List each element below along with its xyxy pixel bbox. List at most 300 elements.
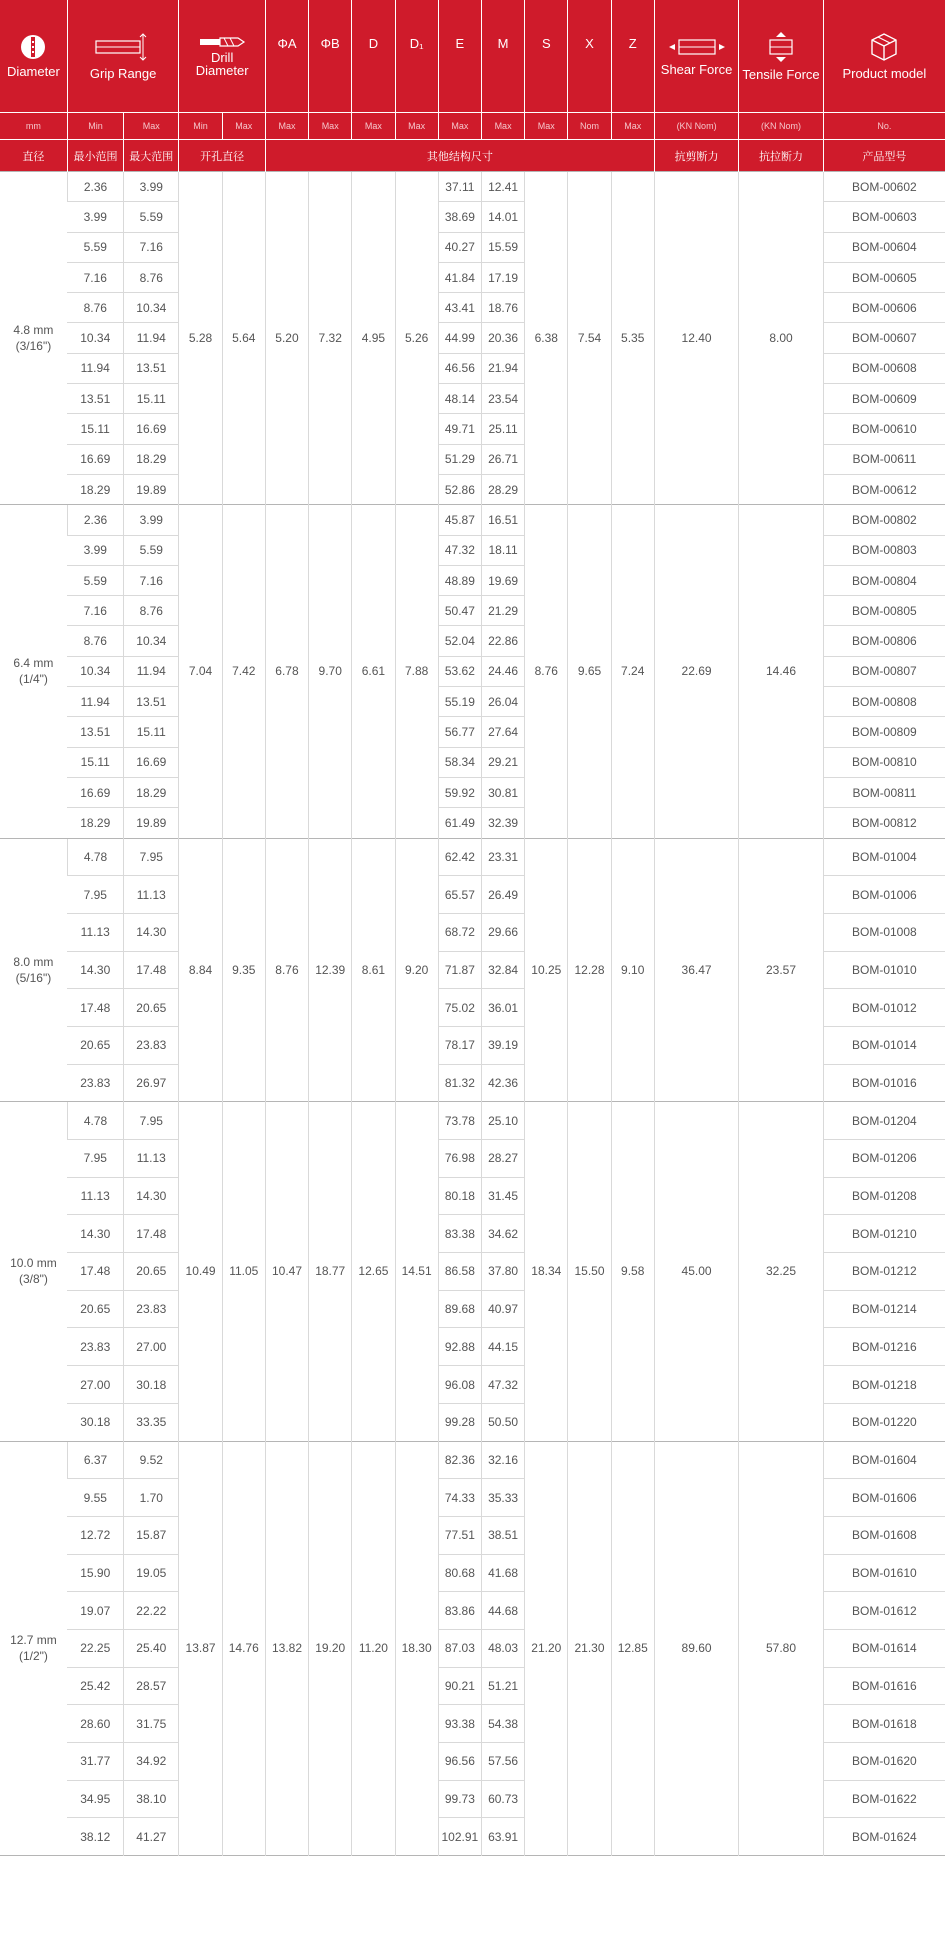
product-model-cell: BOM-00606 [823, 293, 945, 323]
product-model-cell: BOM-01618 [823, 1705, 945, 1743]
grip-min-cell: 25.42 [67, 1667, 123, 1705]
grip-max-cell: 14.30 [124, 913, 179, 951]
d-cell: 6.61 [352, 505, 395, 838]
product-model-cell: BOM-00805 [823, 596, 945, 626]
e-cell: 43.41 [438, 293, 481, 323]
grip-min-cell: 3.99 [67, 202, 123, 232]
grip-max-cell: 10.34 [124, 626, 179, 656]
m-cell: 34.62 [481, 1215, 524, 1253]
z-cell: 9.58 [611, 1102, 654, 1441]
e-cell: 83.38 [438, 1215, 481, 1253]
shear-force-cell: 12.40 [654, 172, 738, 505]
grip-min-cell: 15.11 [67, 414, 123, 444]
unit-diameter: mm [0, 113, 67, 140]
product-model-cell: BOM-00604 [823, 232, 945, 262]
header-drill-label-1: Drill [210, 50, 234, 65]
grip-max-cell: 1.70 [124, 1479, 179, 1517]
product-model-cell: BOM-01612 [823, 1592, 945, 1630]
z-cell: 5.35 [611, 172, 654, 505]
product-model-cell: BOM-01010 [823, 951, 945, 989]
grip-min-cell: 4.78 [67, 1102, 123, 1140]
product-model-cell: BOM-01218 [823, 1366, 945, 1404]
s-cell: 8.76 [525, 505, 568, 838]
product-model-cell: BOM-00808 [823, 687, 945, 717]
grip-min-cell: 8.76 [67, 293, 123, 323]
grip-max-cell: 22.22 [124, 1592, 179, 1630]
header-phi-a: ΦA [265, 0, 308, 113]
grip-max-cell: 7.16 [124, 232, 179, 262]
m-cell: 35.33 [481, 1479, 524, 1517]
grip-min-cell: 17.48 [67, 1253, 123, 1291]
header-shear-force-label: Shear Force [660, 61, 733, 77]
grip-min-cell: 11.94 [67, 353, 123, 383]
grip-min-cell: 16.69 [67, 444, 123, 474]
m-cell: 25.10 [481, 1102, 524, 1140]
rivet-head-icon [20, 34, 46, 60]
header-e: E [438, 0, 481, 113]
e-cell: 65.57 [438, 876, 481, 914]
grip-min-cell: 13.51 [67, 384, 123, 414]
m-cell: 19.69 [481, 565, 524, 595]
shear-force-cell: 89.60 [654, 1441, 738, 1856]
grip-max-cell: 11.13 [124, 1140, 179, 1178]
e-cell: 41.84 [438, 262, 481, 292]
table-bottom-border [0, 1856, 945, 1857]
unit-d1: Max [395, 113, 438, 140]
product-model-cell: BOM-01212 [823, 1253, 945, 1291]
product-model-cell: BOM-01004 [823, 838, 945, 876]
product-model-cell: BOM-01604 [823, 1441, 945, 1479]
d-cell: 11.20 [352, 1441, 395, 1856]
product-model-cell: BOM-00812 [823, 808, 945, 838]
diameter-mm: 4.8 mm [13, 323, 54, 338]
grip-max-cell: 19.89 [124, 474, 179, 504]
m-cell: 15.59 [481, 232, 524, 262]
header-tensile-force [739, 0, 823, 113]
table-row [0, 1441, 945, 1479]
grip-max-cell: 18.29 [124, 777, 179, 807]
drill-min-cell: 5.28 [179, 172, 222, 505]
m-cell: 57.56 [481, 1743, 524, 1781]
grip-max-cell: 17.48 [124, 1215, 179, 1253]
d-cell: 8.61 [352, 838, 395, 1102]
cn-other-dimensions: 其他结构尺寸 [265, 140, 654, 172]
grip-max-cell: 7.95 [124, 838, 179, 876]
grip-min-cell: 19.07 [67, 1592, 123, 1630]
cn-grip-max: 最大范围 [124, 140, 179, 172]
shear-force-cell: 45.00 [654, 1102, 738, 1441]
tensile-force-icon [766, 31, 796, 63]
e-cell: 53.62 [438, 656, 481, 686]
e-cell: 71.87 [438, 951, 481, 989]
product-model-cell: BOM-01008 [823, 913, 945, 951]
grip-max-cell: 26.97 [124, 1064, 179, 1102]
drill-min-cell: 13.87 [179, 1441, 222, 1856]
phi-a-cell: 13.82 [265, 1441, 308, 1856]
grip-min-cell: 27.00 [67, 1366, 123, 1404]
product-model-cell: BOM-00810 [823, 747, 945, 777]
e-cell: 55.19 [438, 687, 481, 717]
grip-max-cell: 7.16 [124, 565, 179, 595]
product-model-cell: BOM-01622 [823, 1780, 945, 1818]
grip-max-cell: 16.69 [124, 747, 179, 777]
header-grip-range-label: Grip Range [89, 65, 157, 81]
phi-a-cell: 6.78 [265, 505, 308, 838]
product-model-cell: BOM-00803 [823, 535, 945, 565]
e-cell: 46.56 [438, 353, 481, 383]
grip-max-cell: 10.34 [124, 293, 179, 323]
grip-min-cell: 13.51 [67, 717, 123, 747]
product-model-cell: BOM-01220 [823, 1403, 945, 1441]
e-cell: 80.68 [438, 1554, 481, 1592]
grip-max-cell: 8.76 [124, 262, 179, 292]
m-cell: 12.41 [481, 172, 524, 202]
s-cell: 10.25 [525, 838, 568, 1102]
grip-min-cell: 28.60 [67, 1705, 123, 1743]
m-cell: 26.71 [481, 444, 524, 474]
diameter-mm: 12.7 mm [10, 1633, 57, 1648]
x-cell: 15.50 [568, 1102, 611, 1441]
grip-min-cell: 7.16 [67, 262, 123, 292]
d1-cell: 14.51 [395, 1102, 438, 1441]
grip-min-cell: 34.95 [67, 1780, 123, 1818]
grip-max-cell: 25.40 [124, 1629, 179, 1667]
grip-max-cell: 23.83 [124, 1290, 179, 1328]
diameter-cell [0, 838, 67, 1102]
header-z: Z [611, 0, 654, 113]
unit-drill-max: Max [222, 113, 265, 140]
cn-shear: 抗剪断力 [654, 140, 738, 172]
grip-min-cell: 38.12 [67, 1818, 123, 1856]
phi-a-cell: 5.20 [265, 172, 308, 505]
grip-max-cell: 38.10 [124, 1780, 179, 1818]
m-cell: 30.81 [481, 777, 524, 807]
product-model-cell: BOM-00612 [823, 474, 945, 504]
x-cell: 7.54 [568, 172, 611, 505]
cn-drill: 开孔直径 [179, 140, 265, 172]
shear-force-cell: 22.69 [654, 505, 738, 838]
tensile-force-cell: 23.57 [739, 838, 823, 1102]
cn-diameter: 直径 [0, 140, 67, 172]
drill-min-cell: 8.84 [179, 838, 222, 1102]
grip-range-icon [93, 32, 153, 62]
e-cell: 48.89 [438, 565, 481, 595]
diameter-cell [0, 505, 67, 838]
header-x: X [568, 0, 611, 113]
m-cell: 54.38 [481, 1705, 524, 1743]
grip-min-cell: 2.36 [67, 505, 123, 535]
unit-d: Max [352, 113, 395, 140]
grip-min-cell: 3.99 [67, 535, 123, 565]
product-model-cell: BOM-01006 [823, 876, 945, 914]
e-cell: 62.42 [438, 838, 481, 876]
m-cell: 16.51 [481, 505, 524, 535]
m-cell: 18.11 [481, 535, 524, 565]
grip-min-cell: 10.34 [67, 323, 123, 353]
e-cell: 48.14 [438, 384, 481, 414]
s-cell: 21.20 [525, 1441, 568, 1856]
m-cell: 44.15 [481, 1328, 524, 1366]
grip-max-cell: 11.94 [124, 323, 179, 353]
header-d: D [352, 0, 395, 113]
grip-min-cell: 23.83 [67, 1064, 123, 1102]
d-cell: 4.95 [352, 172, 395, 505]
m-cell: 23.31 [481, 838, 524, 876]
product-model-cell: BOM-00609 [823, 384, 945, 414]
tensile-force-cell: 8.00 [739, 172, 823, 505]
product-model-cell: BOM-01214 [823, 1290, 945, 1328]
tensile-force-cell: 32.25 [739, 1102, 823, 1441]
e-cell: 61.49 [438, 808, 481, 838]
m-cell: 23.54 [481, 384, 524, 414]
m-cell: 51.21 [481, 1667, 524, 1705]
product-model-cell: BOM-00804 [823, 565, 945, 595]
grip-min-cell: 7.95 [67, 1140, 123, 1178]
unit-model: No. [823, 113, 945, 140]
grip-max-cell: 15.11 [124, 717, 179, 747]
unit-grip-min: Min [67, 113, 123, 140]
e-cell: 99.28 [438, 1403, 481, 1441]
e-cell: 40.27 [438, 232, 481, 262]
product-model-cell: BOM-00605 [823, 262, 945, 292]
m-cell: 37.80 [481, 1253, 524, 1291]
grip-min-cell: 20.65 [67, 1290, 123, 1328]
diameter-mm: 6.4 mm [13, 656, 54, 671]
unit-grip-max: Max [124, 113, 179, 140]
shear-force-icon [667, 36, 727, 58]
m-cell: 50.50 [481, 1403, 524, 1441]
grip-min-cell: 2.36 [67, 172, 123, 202]
m-cell: 39.19 [481, 1026, 524, 1064]
product-model-cell: BOM-01012 [823, 989, 945, 1027]
e-cell: 92.88 [438, 1328, 481, 1366]
x-cell: 21.30 [568, 1441, 611, 1856]
m-cell: 18.76 [481, 293, 524, 323]
grip-min-cell: 22.25 [67, 1629, 123, 1667]
product-model-cell: BOM-00608 [823, 353, 945, 383]
m-cell: 63.91 [481, 1818, 524, 1856]
grip-min-cell: 7.95 [67, 876, 123, 914]
phi-a-cell: 10.47 [265, 1102, 308, 1441]
m-cell: 32.39 [481, 808, 524, 838]
grip-min-cell: 30.18 [67, 1403, 123, 1441]
e-cell: 81.32 [438, 1064, 481, 1102]
grip-max-cell: 20.65 [124, 1253, 179, 1291]
grip-min-cell: 4.78 [67, 838, 123, 876]
e-cell: 74.33 [438, 1479, 481, 1517]
m-cell: 21.94 [481, 353, 524, 383]
product-model-cell: BOM-00811 [823, 777, 945, 807]
m-cell: 47.32 [481, 1366, 524, 1404]
e-cell: 86.58 [438, 1253, 481, 1291]
grip-max-cell: 11.13 [124, 876, 179, 914]
product-model-cell: BOM-01204 [823, 1102, 945, 1140]
drill-max-cell: 11.05 [222, 1102, 265, 1441]
cn-grip-min: 最小范围 [67, 140, 123, 172]
table-row [0, 838, 945, 876]
unit-e: Max [438, 113, 481, 140]
e-cell: 90.21 [438, 1667, 481, 1705]
e-cell: 37.11 [438, 172, 481, 202]
drill-max-cell: 9.35 [222, 838, 265, 1102]
diameter-inch: (5/16") [15, 970, 52, 985]
grip-max-cell: 19.89 [124, 808, 179, 838]
e-cell: 49.71 [438, 414, 481, 444]
grip-max-cell: 23.83 [124, 1026, 179, 1064]
d1-cell: 7.88 [395, 505, 438, 838]
unit-tensile: (KN Nom) [739, 113, 823, 140]
header-drill-label-2: Diameter [195, 63, 249, 78]
drill-max-cell: 14.76 [222, 1441, 265, 1856]
e-cell: 56.77 [438, 717, 481, 747]
product-model-cell: BOM-00807 [823, 656, 945, 686]
e-cell: 99.73 [438, 1780, 481, 1818]
e-cell: 80.18 [438, 1177, 481, 1215]
d-cell: 12.65 [352, 1102, 395, 1441]
e-cell: 38.69 [438, 202, 481, 232]
unit-z: Max [611, 113, 654, 140]
unit-phi-a: Max [265, 113, 308, 140]
header-drill-diameter [179, 0, 265, 113]
e-cell: 58.34 [438, 747, 481, 777]
header-phi-b: ΦB [309, 0, 352, 113]
grip-max-cell: 7.95 [124, 1102, 179, 1140]
grip-max-cell: 20.65 [124, 989, 179, 1027]
grip-max-cell: 14.30 [124, 1177, 179, 1215]
unit-shear: (KN Nom) [654, 113, 738, 140]
grip-min-cell: 12.72 [67, 1516, 123, 1554]
phi-b-cell: 18.77 [309, 1102, 352, 1441]
unit-drill-min: Min [179, 113, 222, 140]
grip-min-cell: 6.37 [67, 1441, 123, 1479]
header-diameter-label: Diameter [7, 63, 60, 79]
grip-max-cell: 3.99 [124, 505, 179, 535]
s-cell: 6.38 [525, 172, 568, 505]
header-diameter [0, 0, 67, 113]
grip-min-cell: 31.77 [67, 1743, 123, 1781]
phi-b-cell: 7.32 [309, 172, 352, 505]
table-row [0, 1102, 945, 1140]
e-cell: 83.86 [438, 1592, 481, 1630]
grip-min-cell: 11.94 [67, 687, 123, 717]
m-cell: 27.64 [481, 717, 524, 747]
grip-max-cell: 27.00 [124, 1328, 179, 1366]
product-model-cell: BOM-01016 [823, 1064, 945, 1102]
table-row [0, 172, 945, 202]
grip-max-cell: 19.05 [124, 1554, 179, 1592]
shear-force-cell: 36.47 [654, 838, 738, 1102]
m-cell: 29.66 [481, 913, 524, 951]
product-box-icon [870, 32, 898, 62]
m-cell: 26.49 [481, 876, 524, 914]
phi-b-cell: 9.70 [309, 505, 352, 838]
phi-b-cell: 19.20 [309, 1441, 352, 1856]
unit-phi-b: Max [309, 113, 352, 140]
grip-max-cell: 11.94 [124, 656, 179, 686]
m-cell: 29.21 [481, 747, 524, 777]
grip-max-cell: 30.18 [124, 1366, 179, 1404]
d1-cell: 18.30 [395, 1441, 438, 1856]
grip-min-cell: 5.59 [67, 565, 123, 595]
grip-max-cell: 9.52 [124, 1441, 179, 1479]
e-cell: 50.47 [438, 596, 481, 626]
grip-min-cell: 9.55 [67, 1479, 123, 1517]
m-cell: 32.16 [481, 1441, 524, 1479]
product-model-cell: BOM-00806 [823, 626, 945, 656]
e-cell: 47.32 [438, 535, 481, 565]
grip-max-cell: 31.75 [124, 1705, 179, 1743]
m-cell: 28.29 [481, 474, 524, 504]
m-cell: 48.03 [481, 1629, 524, 1667]
grip-min-cell: 14.30 [67, 951, 123, 989]
product-model-cell: BOM-01208 [823, 1177, 945, 1215]
header-s: S [525, 0, 568, 113]
grip-max-cell: 5.59 [124, 202, 179, 232]
m-cell: 24.46 [481, 656, 524, 686]
grip-min-cell: 8.76 [67, 626, 123, 656]
e-cell: 75.02 [438, 989, 481, 1027]
m-cell: 17.19 [481, 262, 524, 292]
grip-max-cell: 34.92 [124, 1743, 179, 1781]
phi-b-cell: 12.39 [309, 838, 352, 1102]
grip-min-cell: 7.16 [67, 596, 123, 626]
e-cell: 93.38 [438, 1705, 481, 1743]
grip-max-cell: 41.27 [124, 1818, 179, 1856]
grip-max-cell: 5.59 [124, 535, 179, 565]
m-cell: 14.01 [481, 202, 524, 232]
diameter-inch: (1/2") [18, 1649, 48, 1664]
tensile-force-cell: 57.80 [739, 1441, 823, 1856]
drill-max-cell: 5.64 [222, 172, 265, 505]
product-model-cell: BOM-00603 [823, 202, 945, 232]
grip-max-cell: 15.87 [124, 1516, 179, 1554]
header-shear-force [654, 0, 738, 113]
diameter-cell [0, 172, 67, 505]
e-cell: 52.86 [438, 474, 481, 504]
product-model-cell: BOM-01014 [823, 1026, 945, 1064]
diameter-inch: (3/8") [18, 1272, 48, 1287]
grip-max-cell: 18.29 [124, 444, 179, 474]
m-cell: 38.51 [481, 1516, 524, 1554]
grip-min-cell: 16.69 [67, 777, 123, 807]
e-cell: 52.04 [438, 626, 481, 656]
tensile-force-cell: 14.46 [739, 505, 823, 838]
grip-min-cell: 15.11 [67, 747, 123, 777]
diameter-cell [0, 1102, 67, 1441]
x-cell: 12.28 [568, 838, 611, 1102]
spec-table-body [0, 172, 945, 1857]
m-cell: 44.68 [481, 1592, 524, 1630]
e-cell: 44.99 [438, 323, 481, 353]
m-cell: 32.84 [481, 951, 524, 989]
m-cell: 41.68 [481, 1554, 524, 1592]
product-model-cell: BOM-00809 [823, 717, 945, 747]
cn-model: 产品型号 [823, 140, 945, 172]
e-cell: 76.98 [438, 1140, 481, 1178]
e-cell: 78.17 [438, 1026, 481, 1064]
e-cell: 96.08 [438, 1366, 481, 1404]
z-cell: 7.24 [611, 505, 654, 838]
m-cell: 20.36 [481, 323, 524, 353]
m-cell: 42.36 [481, 1064, 524, 1102]
m-cell: 25.11 [481, 414, 524, 444]
diameter-inch: (1/4") [18, 672, 48, 687]
d1-cell: 9.20 [395, 838, 438, 1102]
grip-min-cell: 18.29 [67, 474, 123, 504]
product-model-cell: BOM-01608 [823, 1516, 945, 1554]
grip-max-cell: 3.99 [124, 172, 179, 202]
unit-s: Max [525, 113, 568, 140]
